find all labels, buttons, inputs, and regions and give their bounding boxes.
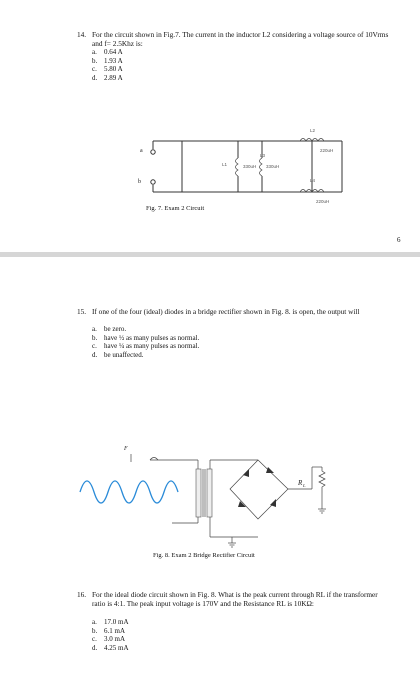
diode-2 — [243, 469, 249, 477]
option-d[interactable]: d. 2.89 A — [92, 74, 123, 83]
fig7-circuit — [0, 0, 420, 252]
option-d[interactable]: d. be unaffected. — [92, 351, 144, 360]
transformer-secondary — [207, 469, 212, 517]
question-number: 14. — [77, 30, 87, 39]
fig7-caption: Fig. 7. Exam 2 Circuit — [146, 205, 205, 212]
page-6 — [0, 0, 420, 252]
question-text: For the circuit shown in Fig.7. The current in the inductor L2 considering a voltage source of 10Vrms and f= 2.5Khz is: — [92, 30, 389, 48]
bridge-rectifier — [230, 460, 288, 519]
option-a[interactable]: a. 0.64 A — [92, 48, 123, 56]
page-number: 6 — [397, 236, 401, 244]
l3-value: 330uH — [266, 164, 280, 169]
l4-label: L4 — [310, 178, 316, 183]
l5-value: 220uH — [320, 148, 334, 153]
option-a[interactable]: a. 17.0 mA — [92, 618, 129, 626]
inductor-l1 — [236, 158, 239, 176]
option-c[interactable]: c. 3.0 mA — [92, 635, 125, 644]
page-7 — [0, 257, 420, 700]
option-b[interactable]: b. have ½ as many pulses as normal. — [92, 333, 200, 342]
fig8-circuit — [0, 257, 420, 700]
question-number: 16. — [77, 590, 87, 599]
option-b[interactable]: b. 6.1 mA — [92, 626, 125, 635]
node-b-label: b — [138, 179, 141, 185]
terminal-b — [151, 180, 155, 184]
option-a[interactable]: a. be zero. — [92, 325, 127, 333]
l4-value: 220uH — [316, 199, 330, 204]
ac-sine-wave — [80, 481, 178, 503]
option-c[interactable]: c. have ¼ as many pulses as normal. — [92, 342, 200, 351]
l1-value: 330uH — [243, 164, 257, 169]
fig8-caption: Fig. 8. Exam 2 Bridge Rectifier Circuit — [153, 552, 255, 559]
source-label: F — [124, 446, 128, 452]
question-number: 15. — [77, 307, 87, 316]
node-a-label: a — [140, 148, 143, 154]
terminal-a — [151, 150, 155, 154]
load-label-sub: L — [303, 483, 306, 488]
transformer-primary — [196, 469, 201, 517]
l3-label: L3 — [260, 153, 266, 158]
load-resistor — [319, 467, 325, 493]
inductor-l3 — [260, 158, 263, 176]
l1-label: L1 — [222, 162, 228, 167]
question-text: For the ideal diode circuit shown in Fig. 8. What is the peak current through RL if the transformer ratio is 4:1. The peak input voltage is 170V and the Resistance RL is 10KΩ: — [92, 590, 378, 608]
l2-label: L2 — [310, 128, 316, 133]
diode-1 — [266, 467, 274, 473]
question-16-options — [92, 618, 129, 653]
question-text: If one of the four (ideal) diodes in a bridge rectifier shown in Fig. 8. is open, the output will — [92, 307, 360, 316]
load-label: R — [298, 479, 303, 487]
option-c[interactable]: c. 5.80 A — [92, 65, 123, 74]
option-b[interactable]: b. 1.93 A — [92, 56, 123, 65]
option-d[interactable]: d. 4.25 mA — [92, 644, 129, 653]
